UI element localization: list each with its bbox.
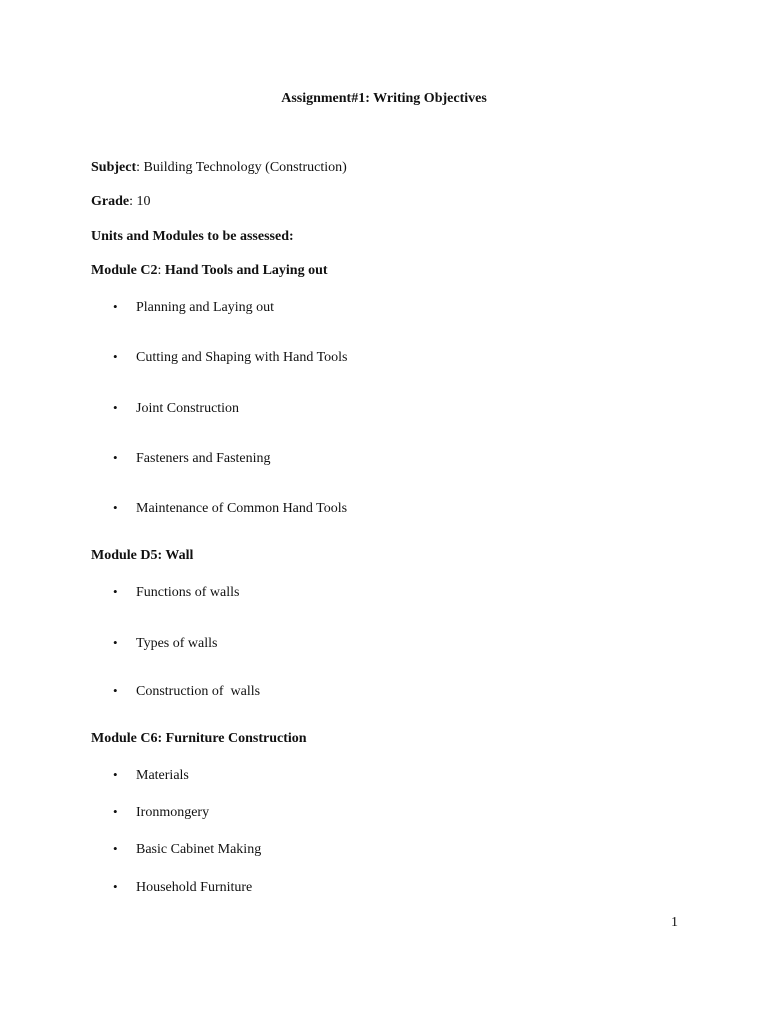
list-item — [113, 584, 239, 601]
page-number: 1 — [671, 915, 678, 930]
module-c2-name: Hand Tools and Laying out — [164, 263, 328, 278]
subject-line — [91, 160, 347, 176]
list-item — [113, 400, 239, 417]
list-item — [113, 683, 260, 700]
list-item-text: Joint Construction — [136, 401, 240, 416]
subject-value: : Building Technology (Construction) — [136, 160, 347, 175]
units-heading: Units and Modules to be assessed: — [91, 229, 294, 244]
list-item-text: Construction of walls — [136, 684, 261, 699]
grade-line — [91, 194, 151, 210]
bullet-icon: • — [113, 635, 118, 650]
document-title: Assignment#1: Writing Objectives — [281, 91, 487, 106]
list-item-text: Basic Cabinet Making — [136, 842, 262, 857]
bullet-icon: • — [113, 767, 118, 782]
list-item — [113, 450, 271, 467]
bullet-icon: • — [113, 879, 118, 894]
list-item — [113, 635, 217, 652]
list-item — [113, 767, 189, 784]
bullet-icon: • — [113, 804, 118, 819]
list-item-text: Ironmongery — [136, 805, 210, 820]
list-item-text: Planning and Laying out — [136, 300, 275, 315]
list-item — [113, 841, 261, 858]
module-c6-heading: Module C6: Furniture Construction — [91, 731, 307, 746]
module-c2-code: Module C2 — [91, 263, 158, 278]
grade-label: Grade — [91, 194, 130, 209]
list-item — [113, 804, 209, 821]
list-item — [113, 500, 347, 517]
list-item — [113, 299, 274, 316]
list-item-text: Fasteners and Fastening — [136, 451, 271, 466]
list-item — [113, 349, 347, 366]
module-c2-separator: : — [157, 263, 162, 278]
list-item — [113, 879, 252, 896]
module-d5-heading: Module D5: Wall — [91, 548, 194, 563]
bullet-icon: • — [113, 841, 118, 856]
list-item-text: Cutting and Shaping with Hand Tools — [136, 350, 348, 365]
bullet-icon: • — [113, 500, 118, 515]
bullet-icon: • — [113, 450, 118, 465]
list-item-text: Materials — [136, 768, 189, 783]
list-item-text: Household Furniture — [136, 880, 253, 895]
bullet-icon: • — [113, 299, 118, 314]
bullet-icon: • — [113, 584, 118, 599]
list-item-text: Functions of walls — [136, 585, 240, 600]
bullet-icon: • — [113, 400, 118, 415]
bullet-icon: • — [113, 683, 118, 698]
subject-label: Subject — [91, 160, 137, 175]
grade-value: : 10 — [129, 194, 151, 209]
bullet-icon: • — [113, 349, 118, 364]
module-c2-heading — [91, 263, 328, 279]
list-item-text: Maintenance of Common Hand Tools — [136, 501, 348, 516]
list-item-text: Types of walls — [136, 636, 218, 651]
